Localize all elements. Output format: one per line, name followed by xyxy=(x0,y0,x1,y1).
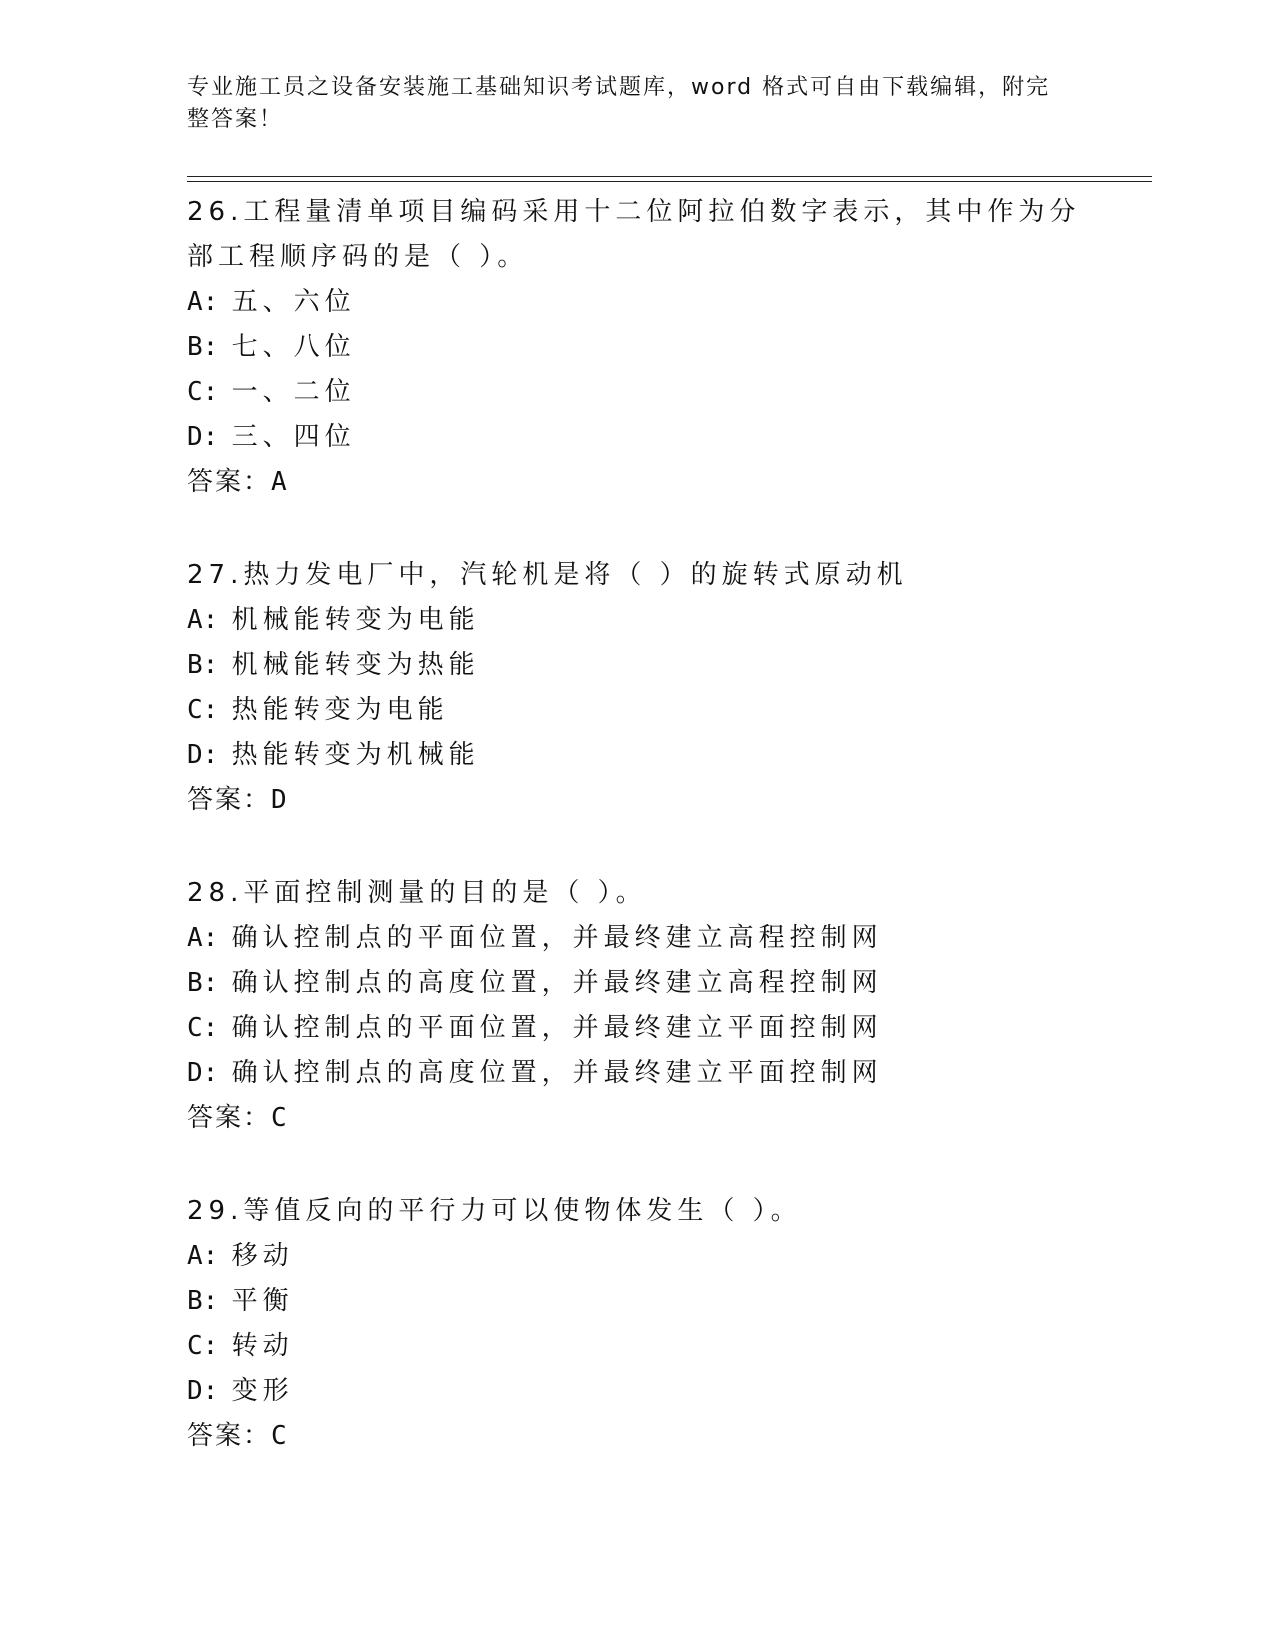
option-d xyxy=(187,1369,1087,1414)
answer-value: A xyxy=(271,467,289,497)
option-text: 五、六位 xyxy=(231,287,356,317)
answer-value: C xyxy=(271,1421,289,1451)
answer-label: 答案： xyxy=(187,467,272,497)
option-text: 变形 xyxy=(231,1376,294,1406)
option-c xyxy=(187,1324,1087,1369)
option-text: 移动 xyxy=(231,1241,294,1271)
option-letter: C: xyxy=(187,377,219,407)
option-text: 平衡 xyxy=(231,1286,294,1316)
answer-value: C xyxy=(271,1103,289,1133)
option-a xyxy=(187,280,1087,325)
option-d xyxy=(187,1051,1087,1096)
answer-label: 答案： xyxy=(187,785,272,815)
option-letter: A: xyxy=(187,287,219,317)
option-letter: B: xyxy=(187,968,219,998)
option-letter: D: xyxy=(187,740,219,770)
option-text: 热能转变为电能 xyxy=(231,695,449,725)
option-b xyxy=(187,643,1087,688)
option-b xyxy=(187,961,1087,1006)
option-letter: A: xyxy=(187,605,219,635)
question-text: 29.等值反向的平行力可以使物体发生（ ）。 xyxy=(187,1196,802,1226)
question-list xyxy=(187,190,1087,1507)
option-text: 一、二位 xyxy=(231,377,356,407)
option-text: 热能转变为机械能 xyxy=(231,740,480,770)
option-a xyxy=(187,916,1087,961)
option-letter: A: xyxy=(187,923,219,953)
option-b xyxy=(187,325,1087,370)
question-28 xyxy=(187,871,1087,1141)
option-letter: D: xyxy=(187,1058,219,1088)
option-letter: C: xyxy=(187,1013,219,1043)
question-26 xyxy=(187,190,1087,505)
answer-label: 答案： xyxy=(187,1103,272,1133)
answer-value: D xyxy=(271,785,289,815)
option-letter: C: xyxy=(187,695,219,725)
option-text: 确认控制点的平面位置，并最终建立高程控制网 xyxy=(231,923,883,953)
question-29 xyxy=(187,1189,1087,1459)
option-text: 机械能转变为电能 xyxy=(231,605,480,635)
option-c xyxy=(187,688,1087,733)
option-text: 三、四位 xyxy=(231,422,356,452)
answer-line xyxy=(187,778,1087,823)
answer-label: 答案： xyxy=(187,1421,272,1451)
header-divider-bottom xyxy=(187,181,1152,182)
question-text: 27.热力发电厂中，汽轮机是将（ ）的旋转式原动机 xyxy=(187,560,908,590)
option-letter: C: xyxy=(187,1331,219,1361)
option-letter: D: xyxy=(187,422,219,452)
option-text: 确认控制点的平面位置，并最终建立平面控制网 xyxy=(231,1013,883,1043)
option-letter: A: xyxy=(187,1241,219,1271)
answer-line xyxy=(187,1096,1087,1141)
option-letter: B: xyxy=(187,650,219,680)
option-text: 确认控制点的高度位置，并最终建立平面控制网 xyxy=(231,1058,883,1088)
question-text: 28.平面控制测量的目的是（ ）。 xyxy=(187,878,647,908)
option-letter: B: xyxy=(187,332,219,362)
answer-line xyxy=(187,460,1087,505)
option-text: 七、八位 xyxy=(231,332,356,362)
option-text: 转动 xyxy=(231,1331,294,1361)
option-text: 机械能转变为热能 xyxy=(231,650,480,680)
option-c xyxy=(187,1006,1087,1051)
option-c xyxy=(187,370,1087,415)
answer-line xyxy=(187,1414,1087,1459)
option-a xyxy=(187,598,1087,643)
header-divider-top xyxy=(187,176,1152,177)
option-a xyxy=(187,1234,1087,1279)
option-d xyxy=(187,733,1087,778)
question-text: 26.工程量清单项目编码采用十二位阿拉伯数字表示，其中作为分部工程顺序码的是（ ）。 xyxy=(187,197,1081,272)
option-text: 确认控制点的高度位置，并最终建立高程控制网 xyxy=(231,968,883,998)
option-b xyxy=(187,1279,1087,1324)
option-letter: D: xyxy=(187,1376,219,1406)
option-letter: B: xyxy=(187,1286,219,1316)
document-header: 专业施工员之设备安装施工基础知识考试题库，word 格式可自由下载编辑，附完整答案！ xyxy=(187,75,1051,132)
question-27 xyxy=(187,553,1087,823)
option-d xyxy=(187,415,1087,460)
